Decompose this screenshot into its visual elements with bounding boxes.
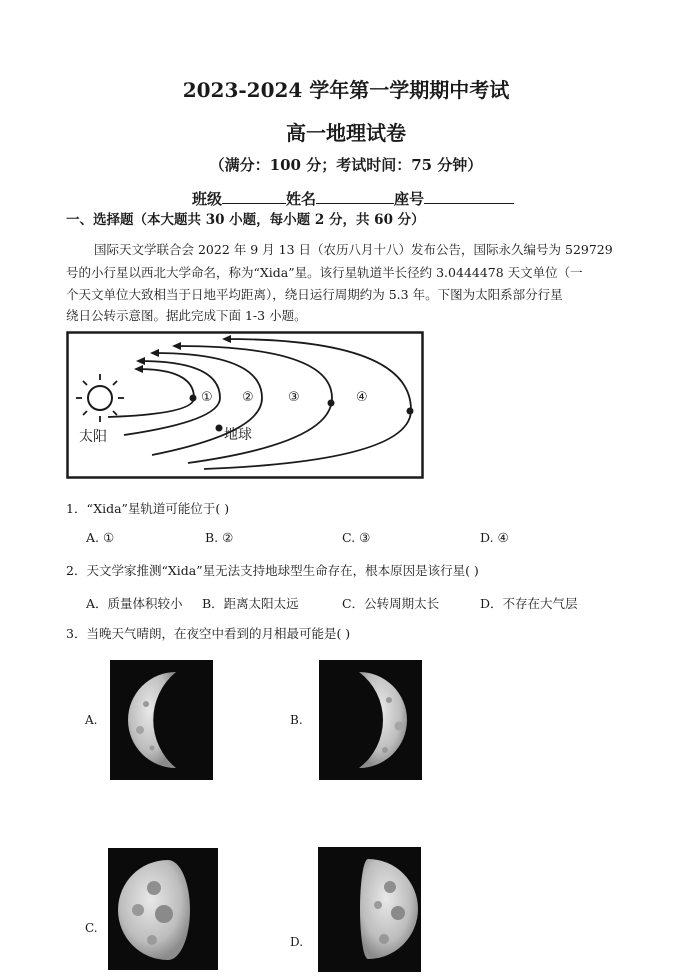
exam-subject: 高一地理试卷 <box>286 121 406 145</box>
planet-dot <box>328 400 335 407</box>
name-blank[interactable] <box>316 189 394 204</box>
q3-option-d[interactable]: D. <box>290 935 304 949</box>
class-label: 班级 <box>192 190 223 208</box>
passage-line-2: 号的小行星以西北大学命名，称为“Xida”星。该行星轨道半长径约 3.0444478 天文单位（一 <box>66 265 583 280</box>
orbit-label-3: ③ <box>288 390 300 405</box>
passage-line-1: 国际天文学联合会 2022 年 9 月 13 日（农历八月十八）发布公告，国际永久编号为 529729 <box>94 242 613 257</box>
q2-option-b[interactable]: B．距离太阳太远 <box>202 596 299 611</box>
seat-blank[interactable] <box>424 189 514 204</box>
q1-option-b[interactable]: B. ② <box>205 530 234 545</box>
passage-line-4: 绕日公转示意图。据此完成下面 1-3 小题。 <box>66 308 307 323</box>
diagram-frame <box>68 333 423 478</box>
exam-title: 2023-2024 学年第一学期期中考试 <box>182 78 510 102</box>
q3-option-b[interactable]: B. <box>290 713 303 727</box>
orbit-diagram <box>66 331 424 479</box>
exam-info: （满分：100 分；考试时间：75 分钟） <box>209 156 483 174</box>
q2-option-d[interactable]: D．不存在大气层 <box>480 596 578 611</box>
name-label: 姓名 <box>286 190 317 208</box>
planet-dot <box>190 395 197 402</box>
orbit-label-4: ④ <box>356 390 368 405</box>
q1-option-a[interactable]: A. ① <box>86 530 115 545</box>
planet-dot <box>407 408 414 415</box>
q3-option-a[interactable]: A. <box>85 713 98 727</box>
class-blank[interactable] <box>222 189 286 204</box>
orbit-label-1: ① <box>201 390 213 405</box>
moon-a-image[interactable] <box>110 660 213 780</box>
sun-label: 太阳 <box>79 429 107 445</box>
earth-label: 地球 <box>224 427 252 443</box>
passage-line-3: 个天文单位大致相当于日地平均距离），绕日运行周期约为 5.3 年。下图为太阳系部分行星 <box>66 287 563 302</box>
earth-dot <box>216 425 223 432</box>
student-info-line <box>192 188 514 209</box>
q2-option-a[interactable]: A．质量体积较小 <box>86 596 183 611</box>
moon-d-image[interactable] <box>318 847 421 972</box>
seat-label: 座号 <box>394 190 425 208</box>
moon-b-image[interactable] <box>319 660 422 780</box>
q3-option-c[interactable]: C. <box>85 921 98 935</box>
question-1-stem: 1．“Xida”星轨道可能位于( ) <box>66 501 230 516</box>
question-2-stem: 2．天文学家推测“Xida”星无法支持地球型生命存在，根本原因是该行星( ) <box>66 563 479 578</box>
q1-option-c[interactable]: C. ③ <box>342 530 371 545</box>
orbit-label-2: ② <box>242 390 254 405</box>
question-3-stem: 3．当晚天气晴朗，在夜空中看到的月相最可能是( ) <box>66 626 351 641</box>
q1-option-d[interactable]: D. ④ <box>480 530 509 545</box>
moon-c-image[interactable] <box>108 848 218 970</box>
section-heading: 一、选择题（本大题共 30 小题，每小题 2 分，共 60 分） <box>66 212 425 228</box>
q2-option-c[interactable]: C．公转周期太长 <box>342 596 440 611</box>
